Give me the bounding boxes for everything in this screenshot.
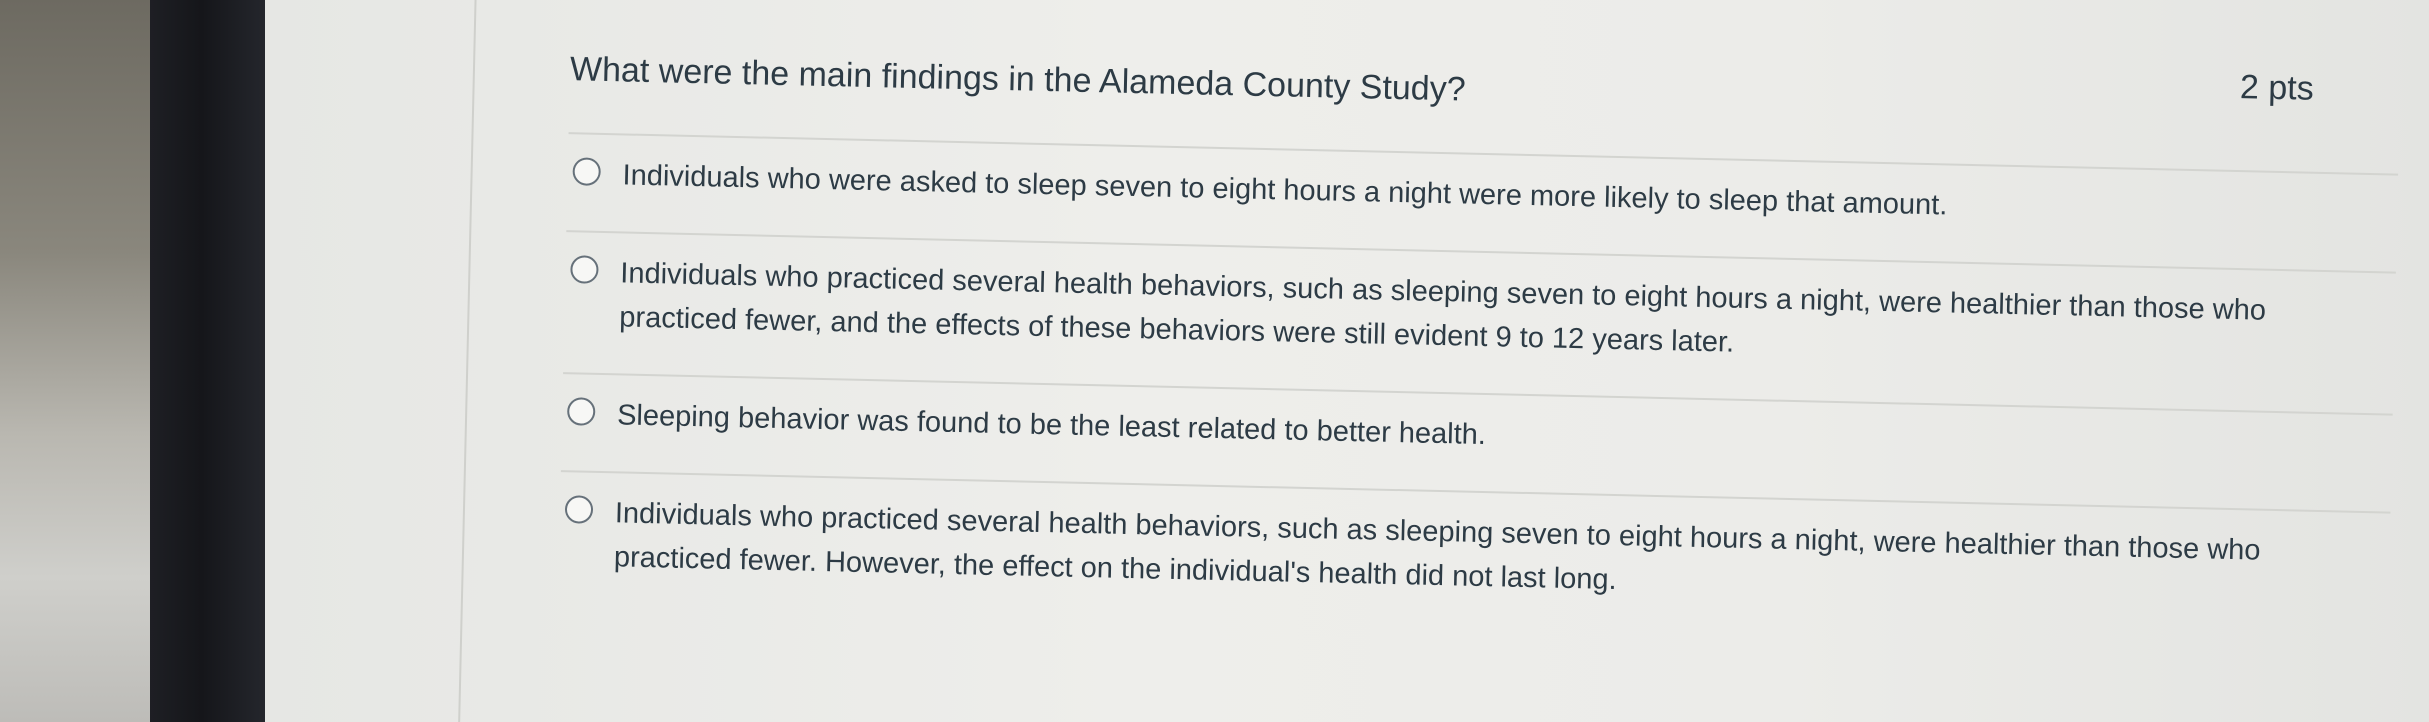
radio-button-4[interactable] xyxy=(565,495,594,524)
screen-area xyxy=(265,0,2429,722)
answer-option-3-label[interactable]: Sleeping behavior was found to be the least related to better health. xyxy=(616,399,1487,452)
radio-button-2[interactable] xyxy=(570,255,599,284)
answer-option-1-label[interactable]: Individuals who were asked to sleep seven to eight hours a night were more likely to sleep that amount. xyxy=(622,159,1948,222)
answer-option-2-label[interactable]: Individuals who practiced several health behaviors, such as sleeping seven to eight hours a night, were healthier than those who practiced fewer, and the effects of these behaviors were still evident 9 to 12 years later. xyxy=(619,257,2267,359)
answer-option-4-label[interactable]: Individuals who practiced several health behaviors, such as sleeping seven to eight hours a night, were healthier than those who practiced fewer. However, the effect on the individual's health did not last long. xyxy=(613,497,2261,597)
answer-option-3[interactable] xyxy=(567,392,2358,477)
answer-option-1[interactable] xyxy=(572,152,2363,237)
monitor-bezel xyxy=(150,0,265,722)
background-surface xyxy=(0,0,175,722)
question-points: 2 pts xyxy=(2239,68,2315,108)
radio-button-3[interactable] xyxy=(567,397,596,426)
radio-button-1[interactable] xyxy=(572,157,601,186)
answer-option-2[interactable] xyxy=(569,250,2361,379)
question-card xyxy=(458,0,2429,722)
question-title: What were the main findings in the Alameda County Study? xyxy=(569,50,1467,109)
answer-option-4[interactable] xyxy=(563,490,2355,619)
